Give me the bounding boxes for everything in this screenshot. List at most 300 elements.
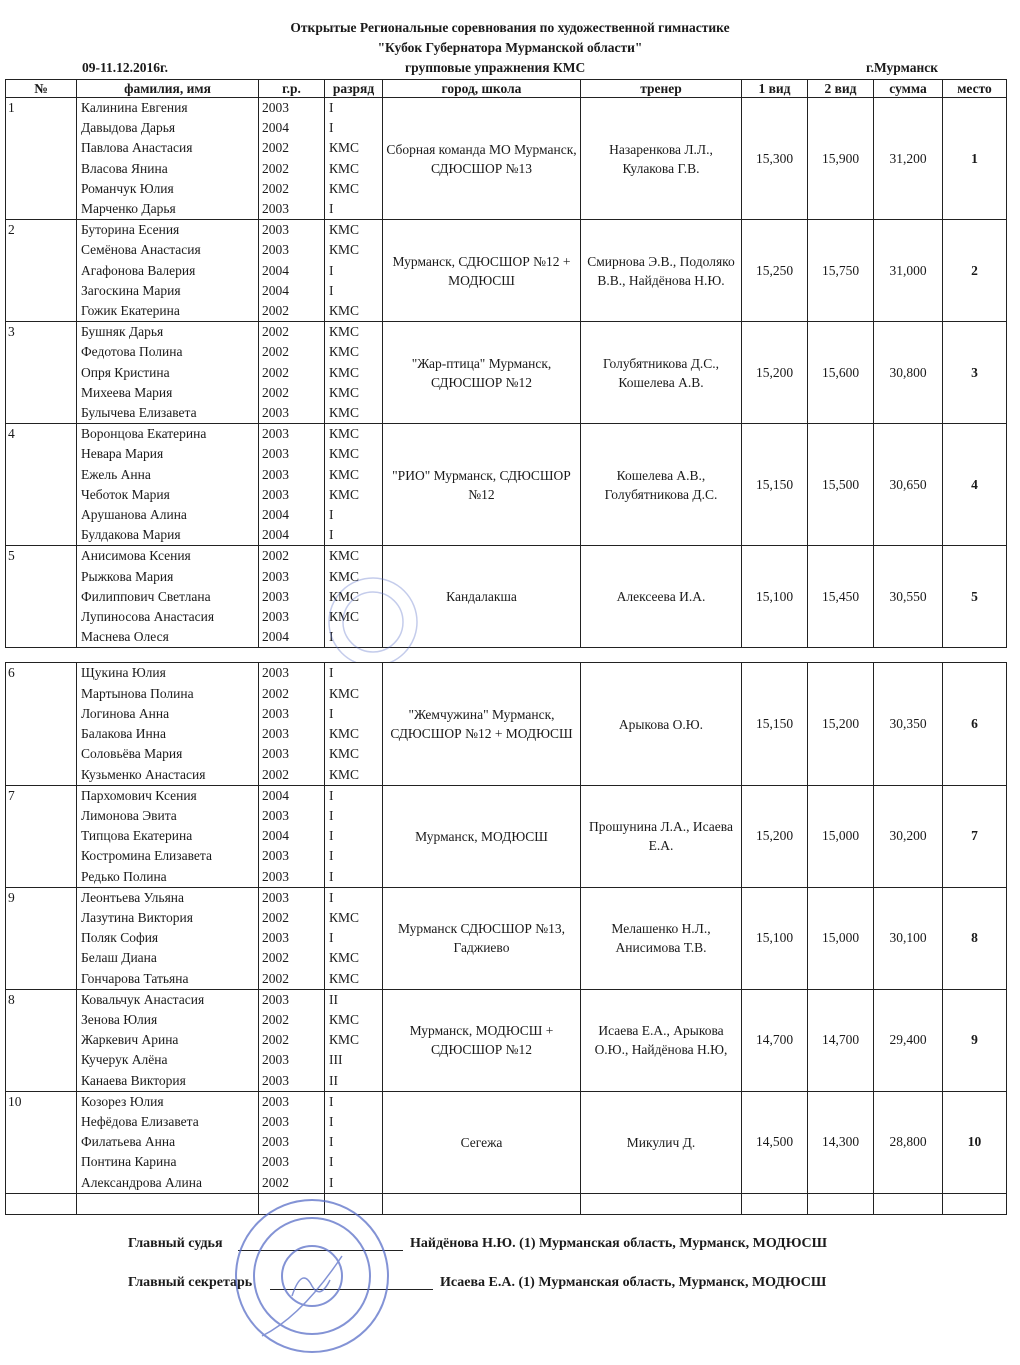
member-ranks	[325, 220, 383, 322]
member-years	[259, 546, 325, 648]
table-row	[6, 546, 1007, 648]
table-row	[6, 98, 1007, 220]
member-birth-year: 2003	[262, 486, 289, 502]
member-names	[77, 220, 259, 322]
table-row	[6, 663, 1007, 785]
member-ranks	[325, 1091, 383, 1193]
team-number: 7	[6, 785, 77, 887]
member-birth-year: 2003	[262, 1134, 289, 1150]
member-name: Чеботок Мария	[81, 486, 170, 502]
member-birth-year: 2004	[262, 507, 289, 523]
member-rank: I	[329, 930, 334, 946]
member-rank: КМС	[329, 180, 360, 196]
member-rank: I	[329, 507, 334, 523]
gap-cell	[874, 648, 943, 663]
member-name: Мартынова Полина	[81, 685, 194, 701]
score-apparatus-2: 15,900	[808, 98, 874, 220]
col-header-place: место	[943, 80, 1007, 98]
member-rank: КМС	[329, 222, 360, 238]
member-name: Зенова Юлия	[81, 1011, 158, 1027]
score-apparatus-1: 15,250	[742, 220, 808, 322]
member-birth-year: 2003	[262, 1093, 289, 1109]
member-rank: II	[329, 991, 338, 1007]
team-city-school: "Жемчужина" Мурманск, СДЮСШОР №12 + МОДЮСШ	[383, 663, 581, 785]
score-apparatus-2: 15,450	[808, 546, 874, 648]
chief-secretary-role: Главный секретарь	[128, 1275, 253, 1290]
score-total: 30,550	[874, 546, 943, 648]
member-name: Лимонова Эвита	[81, 807, 177, 823]
member-birth-year: 2003	[262, 1113, 289, 1129]
table-row	[6, 785, 1007, 887]
score-apparatus-1: 14,700	[742, 989, 808, 1091]
member-name: Арушанова Алина	[81, 507, 187, 523]
member-name: Пархомович Ксения	[81, 787, 197, 803]
member-name: Редько Полина	[81, 868, 167, 884]
member-rank: I	[329, 787, 334, 803]
member-name: Типцова Екатерина	[81, 828, 193, 844]
member-name: Канаева Виктория	[81, 1072, 186, 1088]
member-birth-year: 2003	[262, 100, 289, 115]
member-years	[259, 887, 325, 989]
member-name: Балакова Инна	[81, 726, 166, 742]
member-name: Загоскина Мария	[81, 282, 181, 298]
member-names	[77, 887, 259, 989]
team-number: 10	[6, 1091, 77, 1193]
member-rank: КМС	[329, 568, 360, 584]
table-row	[6, 322, 1007, 424]
score-apparatus-1: 15,100	[742, 546, 808, 648]
team-city-school: Мурманск, МОДЮСШ	[383, 785, 581, 887]
member-rank: I	[329, 807, 334, 823]
score-apparatus-2: 15,600	[808, 322, 874, 424]
score-apparatus-1: 15,150	[742, 663, 808, 785]
gap-cell	[6, 648, 77, 663]
member-birth-year: 2002	[262, 1174, 289, 1190]
competition-category: групповые упражнения КМС	[405, 60, 586, 75]
table-row	[6, 989, 1007, 1091]
member-name: Павлова Анастасия	[81, 140, 193, 156]
member-name: Понтина Карина	[81, 1154, 177, 1170]
team-number: 3	[6, 322, 77, 424]
member-years	[259, 989, 325, 1091]
member-birth-year: 2003	[262, 222, 289, 238]
member-birth-year: 2004	[262, 828, 289, 844]
team-place: 4	[943, 424, 1007, 546]
score-total: 30,100	[874, 887, 943, 989]
gap-cell	[77, 648, 259, 663]
member-rank: I	[329, 828, 334, 844]
empty-cell	[581, 1193, 742, 1214]
team-city-school: Мурманск, МОДЮСШ + СДЮСШОР №12	[383, 989, 581, 1091]
member-rank: КМС	[329, 426, 360, 442]
member-birth-year: 2003	[262, 1154, 289, 1170]
empty-cell	[808, 1193, 874, 1214]
member-years	[259, 663, 325, 785]
member-birth-year: 2003	[262, 889, 289, 905]
member-rank: КМС	[329, 950, 360, 966]
team-number: 9	[6, 887, 77, 989]
member-ranks	[325, 98, 383, 220]
member-name: Маснева Олеся	[81, 629, 169, 645]
member-rank: I	[329, 705, 334, 721]
title-line-2: "Кубок Губернатора Мурманской области"	[377, 40, 643, 55]
member-rank: I	[329, 201, 334, 217]
team-city-school: Кандалакша	[383, 546, 581, 648]
empty-cell	[383, 1193, 581, 1214]
member-name: Ковальчук Анастасия	[81, 991, 205, 1007]
member-birth-year: 2003	[262, 930, 289, 946]
member-names	[77, 322, 259, 424]
member-name: Семёнова Анастасия	[81, 242, 201, 258]
team-coach: Голубятникова Д.С., Кошелева А.В.	[581, 322, 742, 424]
team-place: 10	[943, 1091, 1007, 1193]
member-name: Власова Янина	[81, 160, 168, 176]
member-ranks	[325, 424, 383, 546]
member-birth-year: 2002	[262, 685, 289, 701]
score-apparatus-2: 15,500	[808, 424, 874, 546]
table-row	[6, 887, 1007, 989]
col-header-city: город, школа	[383, 80, 581, 98]
col-header-no: №	[6, 80, 77, 98]
team-number: 2	[6, 220, 77, 322]
member-name: Ежель Анна	[81, 466, 151, 482]
member-name: Марченко Дарья	[81, 201, 176, 217]
page-break-gap	[6, 648, 1007, 663]
team-place: 6	[943, 663, 1007, 785]
member-rank: КМС	[329, 909, 360, 925]
faint-stamp-icon	[318, 572, 418, 662]
member-birth-year: 2002	[262, 970, 289, 986]
member-names	[77, 546, 259, 648]
member-birth-year: 2004	[262, 527, 289, 543]
member-name: Воронцова Екатерина	[81, 426, 207, 442]
member-rank: I	[329, 848, 334, 864]
member-name: Давыдова Дарья	[81, 120, 176, 136]
member-birth-year: 2002	[262, 1032, 289, 1048]
member-rank: I	[329, 100, 334, 115]
member-years	[259, 1091, 325, 1193]
member-birth-year: 2002	[262, 140, 289, 156]
col-header-sum: сумма	[874, 80, 943, 98]
member-rank: I	[329, 1093, 334, 1109]
member-ranks	[325, 785, 383, 887]
member-birth-year: 2002	[262, 364, 289, 380]
member-rank: I	[329, 1154, 334, 1170]
member-birth-year: 2003	[262, 705, 289, 721]
team-coach: Кошелева А.В., Голубятникова Д.С.	[581, 424, 742, 546]
member-birth-year: 2003	[262, 609, 289, 625]
member-rank: КМС	[329, 324, 360, 340]
member-name: Романчук Юлия	[81, 180, 174, 196]
score-total: 30,800	[874, 322, 943, 424]
team-place: 2	[943, 220, 1007, 322]
official-stamp-icon	[232, 1196, 392, 1356]
member-birth-year: 2004	[262, 282, 289, 298]
member-names	[77, 663, 259, 785]
member-years	[259, 785, 325, 887]
member-rank: КМС	[329, 548, 360, 564]
member-name: Кузьменко Анастасия	[81, 766, 206, 782]
member-birth-year: 2002	[262, 180, 289, 196]
team-number: 4	[6, 424, 77, 546]
member-rank: I	[329, 1174, 334, 1190]
member-ranks	[325, 887, 383, 989]
gap-cell	[742, 648, 808, 663]
member-birth-year: 2003	[262, 807, 289, 823]
member-name: Лазутина Виктория	[81, 909, 193, 925]
member-name: Филатьева Анна	[81, 1134, 176, 1150]
table-row	[6, 424, 1007, 546]
score-total: 31,000	[874, 220, 943, 322]
score-apparatus-1: 14,500	[742, 1091, 808, 1193]
member-name: Буторина Есения	[81, 222, 180, 238]
member-rank: КМС	[329, 766, 360, 782]
team-place: 9	[943, 989, 1007, 1091]
member-birth-year: 2003	[262, 848, 289, 864]
member-rank: КМС	[329, 970, 360, 986]
gap-cell	[808, 648, 874, 663]
member-rank: I	[329, 120, 334, 136]
member-birth-year: 2003	[262, 446, 289, 462]
empty-cell	[6, 1193, 77, 1214]
empty-cell	[874, 1193, 943, 1214]
member-name: Логинова Анна	[81, 705, 170, 721]
chief-judge-role: Главный судья	[128, 1236, 223, 1251]
member-name: Поляк София	[81, 930, 159, 946]
member-name: Леонтьева Ульяна	[81, 889, 184, 905]
team-place: 7	[943, 785, 1007, 887]
member-rank: I	[329, 868, 334, 884]
member-name: Гончарова Татьяна	[81, 970, 189, 986]
score-apparatus-2: 15,750	[808, 220, 874, 322]
score-apparatus-1: 15,200	[742, 322, 808, 424]
member-rank: I	[329, 629, 334, 645]
member-name: Булычева Елизавета	[81, 405, 197, 421]
member-years	[259, 98, 325, 220]
member-years	[259, 424, 325, 546]
score-total: 31,200	[874, 98, 943, 220]
member-rank: КМС	[329, 746, 360, 762]
member-names	[77, 989, 259, 1091]
member-birth-year: 2002	[262, 548, 289, 564]
member-rank: I	[329, 889, 334, 905]
member-birth-year: 2002	[262, 160, 289, 176]
member-name: Рыжкова Мария	[81, 568, 174, 584]
member-names	[77, 785, 259, 887]
team-city-school: Сегежа	[383, 1091, 581, 1193]
member-rank: КМС	[329, 446, 360, 462]
score-apparatus-2: 14,700	[808, 989, 874, 1091]
member-name: Булдакова Мария	[81, 527, 181, 543]
score-total: 30,200	[874, 785, 943, 887]
member-name: Щукина Юлия	[81, 665, 166, 681]
member-name: Опря Кристина	[81, 364, 170, 380]
score-apparatus-1: 15,150	[742, 424, 808, 546]
col-header-v2: 2 вид	[808, 80, 874, 98]
member-birth-year: 2004	[262, 629, 289, 645]
member-birth-year: 2003	[262, 1052, 289, 1068]
member-birth-year: 2004	[262, 262, 289, 278]
score-total: 30,350	[874, 663, 943, 785]
member-rank: КМС	[329, 685, 360, 701]
table-row	[6, 220, 1007, 322]
member-rank: I	[329, 527, 334, 543]
member-birth-year: 2002	[262, 344, 289, 360]
member-rank: I	[329, 1113, 334, 1129]
team-number: 1	[6, 98, 77, 220]
member-name: Филиппович Светлана	[81, 588, 211, 604]
title-line-1: Открытые Региональные соревнования по художественной гимнастике	[290, 20, 730, 35]
member-rank: II	[329, 1072, 338, 1088]
member-birth-year: 2002	[262, 303, 289, 319]
member-rank: КМС	[329, 466, 360, 482]
team-coach: Микулич Д.	[581, 1091, 742, 1193]
member-birth-year: 2004	[262, 120, 289, 136]
member-name: Лупиносова Анастасия	[81, 609, 215, 625]
member-birth-year: 2003	[262, 588, 289, 604]
col-header-year: г.р.	[259, 80, 325, 98]
empty-row	[6, 1193, 1007, 1214]
member-names	[77, 98, 259, 220]
col-header-coach: тренер	[581, 80, 742, 98]
score-apparatus-2: 15,000	[808, 887, 874, 989]
member-name: Нефёдова Елизавета	[81, 1113, 199, 1129]
member-rank: КМС	[329, 1011, 360, 1027]
member-birth-year: 2003	[262, 1072, 289, 1088]
member-birth-year: 2002	[262, 766, 289, 782]
member-rank: КМС	[329, 364, 360, 380]
table-row	[6, 1091, 1007, 1193]
member-rank: КМС	[329, 140, 360, 156]
col-header-v1: 1 вид	[742, 80, 808, 98]
member-name: Александрова Алина	[81, 1174, 202, 1190]
team-coach: Исаева Е.А., Арыкова О.Ю., Найдёнова Н.Ю,	[581, 989, 742, 1091]
score-total: 28,800	[874, 1091, 943, 1193]
team-city-school: "РИО" Мурманск, СДЮСШОР №12	[383, 424, 581, 546]
team-number: 8	[6, 989, 77, 1091]
member-birth-year: 2002	[262, 324, 289, 340]
team-place: 5	[943, 546, 1007, 648]
member-rank: КМС	[329, 726, 360, 742]
member-birth-year: 2003	[262, 405, 289, 421]
member-birth-year: 2002	[262, 950, 289, 966]
member-years	[259, 322, 325, 424]
member-birth-year: 2003	[262, 242, 289, 258]
team-city-school: Мурманск, СДЮСШОР №12 + МОДЮСШ	[383, 220, 581, 322]
member-birth-year: 2003	[262, 746, 289, 762]
member-birth-year: 2003	[262, 991, 289, 1007]
empty-cell	[943, 1193, 1007, 1214]
team-city-school: "Жар-птица" Мурманск, СДЮСШОР №12	[383, 322, 581, 424]
empty-cell	[742, 1193, 808, 1214]
chief-secretary-info: Исаева Е.А. (1) Мурманская область, Мурманск, МОДЮСШ	[440, 1275, 827, 1290]
member-rank: КМС	[329, 384, 360, 400]
score-apparatus-1: 15,100	[742, 887, 808, 989]
member-years	[259, 220, 325, 322]
team-city-school: Сборная команда МО Мурманск, СДЮСШОР №13	[383, 98, 581, 220]
member-birth-year: 2002	[262, 909, 289, 925]
team-place: 3	[943, 322, 1007, 424]
member-birth-year: 2003	[262, 201, 289, 217]
team-coach: Алексеева И.А.	[581, 546, 742, 648]
score-total: 29,400	[874, 989, 943, 1091]
team-coach: Назаренкова Л.Л., Кулакова Г.В.	[581, 98, 742, 220]
competition-date: 09-11.12.2016г.	[82, 60, 168, 75]
member-rank: КМС	[329, 1032, 360, 1048]
chief-judge-info: Найдёнова Н.Ю. (1) Мурманская область, Мурманск, МОДЮСШ	[410, 1236, 827, 1251]
member-birth-year: 2004	[262, 787, 289, 803]
score-apparatus-2: 15,000	[808, 785, 874, 887]
gap-cell	[943, 648, 1007, 663]
member-rank: КМС	[329, 344, 360, 360]
member-rank: I	[329, 665, 334, 681]
member-ranks	[325, 663, 383, 785]
member-birth-year: 2002	[262, 384, 289, 400]
member-rank: I	[329, 1134, 334, 1150]
team-city-school: Мурманск СДЮСШОР №13, Гаджиево	[383, 887, 581, 989]
member-name: Козорез Юлия	[81, 1093, 164, 1109]
gap-cell	[581, 648, 742, 663]
team-coach: Прошунина Л.А., Исаева Е.А.	[581, 785, 742, 887]
member-birth-year: 2003	[262, 568, 289, 584]
member-rank: III	[329, 1052, 343, 1068]
member-name: Соловьёва Мария	[81, 746, 183, 762]
member-name: Невара Мария	[81, 446, 164, 462]
col-header-name: фамилия, имя	[77, 80, 259, 98]
member-rank: I	[329, 282, 334, 298]
gap-cell	[259, 648, 325, 663]
member-names	[77, 424, 259, 546]
member-name: Гожик Екатерина	[81, 303, 180, 319]
member-name: Михеева Мария	[81, 384, 173, 400]
member-rank: I	[329, 262, 334, 278]
member-name: Агафонова Валерия	[81, 262, 196, 278]
member-name: Федотова Полина	[81, 344, 183, 360]
member-birth-year: 2003	[262, 868, 289, 884]
member-name: Костромина Елизавета	[81, 848, 212, 864]
team-place: 1	[943, 98, 1007, 220]
member-rank: КМС	[329, 405, 360, 421]
team-coach: Мелашенко Н.Л., Анисимова Т.В.	[581, 887, 742, 989]
member-names	[77, 1091, 259, 1193]
team-number: 5	[6, 546, 77, 648]
score-apparatus-2: 14,300	[808, 1091, 874, 1193]
team-number: 6	[6, 663, 77, 785]
member-name: Жаркевич Арина	[81, 1032, 179, 1048]
member-birth-year: 2003	[262, 466, 289, 482]
score-apparatus-1: 15,300	[742, 98, 808, 220]
member-name: Бушняк Дарья	[81, 324, 164, 340]
results-table	[5, 79, 1007, 1215]
score-apparatus-2: 15,200	[808, 663, 874, 785]
member-birth-year: 2002	[262, 1011, 289, 1027]
team-coach: Арыкова О.Ю.	[581, 663, 742, 785]
score-apparatus-1: 15,200	[742, 785, 808, 887]
member-rank: КМС	[329, 588, 360, 604]
team-place: 8	[943, 887, 1007, 989]
member-name: Калинина Евгения	[81, 100, 188, 115]
member-ranks	[325, 322, 383, 424]
team-coach: Смирнова Э.В., Подоляко В.В., Найдёнова Н.Ю.	[581, 220, 742, 322]
member-name: Белаш Диана	[81, 950, 157, 966]
member-rank: КМС	[329, 160, 360, 176]
table-header-row	[6, 80, 1007, 98]
member-birth-year: 2003	[262, 426, 289, 442]
score-total: 30,650	[874, 424, 943, 546]
member-rank: КМС	[329, 609, 360, 625]
member-name: Кучерук Алёна	[81, 1052, 168, 1068]
member-rank: КМС	[329, 486, 360, 502]
